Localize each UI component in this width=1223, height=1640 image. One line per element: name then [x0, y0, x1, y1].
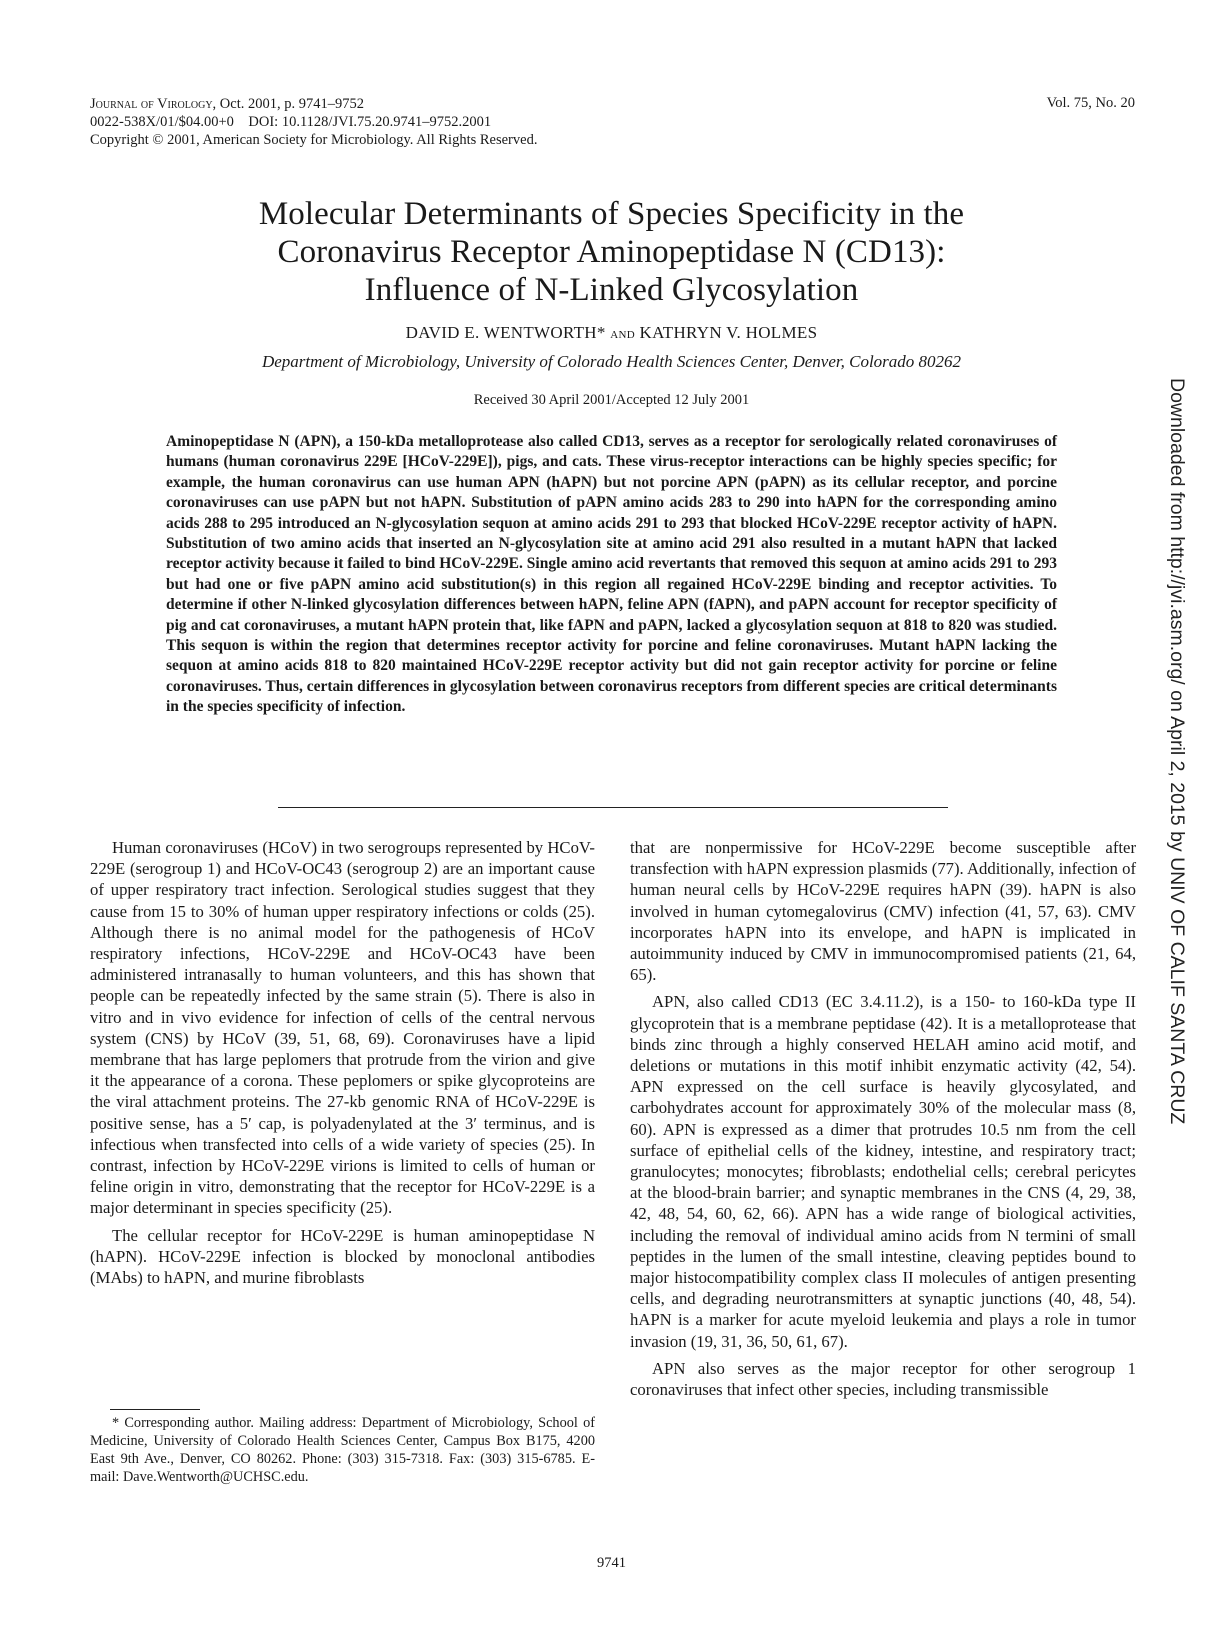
body-column-left [90, 837, 595, 1294]
copyright-line: Copyright © 2001, American Society for Microbiology. All Rights Reserved. [90, 132, 538, 148]
paragraph: Human coronaviruses (HCoV) in two serogroups represented by HCoV-229E (serogroup 1) and HCoV-OC43 (serogroup 2) are an important cause of upper respiratory tract infection. Serological studies suggest that they cause from 15 to 30% of human upper respiratory infections or colds (25). Although there is no animal model for the pathogenesis of HCoV respiratory infections, HCoV-229E and HCoV-OC43 have been administered intranasally to human volunteers, and this has shown that people can be repeatedly infected by the same strain (5). There is also in vitro and in vivo evidence for infection of cells of the central nervous system (CNS) by HCoV (39, 51, 68, 69). Coronaviruses have a lipid membrane that has large peplomers that protrude from the virion and give it the appearance of a corona. These peplomers or spike glycoproteins are the viral attachment proteins. The 27-kb genomic RNA of HCoV-229E is positive sense, has a 5′ cap, is polyadenylated at the 3′ terminus, and is infectious when transfected into cells of a wide variety of species (25). In contrast, infection by HCoV-229E virions is limited to cells of human or feline origin in vitro, demonstrating that the receptor for HCoV-229E is a major determinant in species specificity (25). [90, 838, 595, 1218]
abstract: Aminopeptidase N (APN), a 150-kDa metalloprotease also called CD13, serves as a receptor for serologically related coronaviruses of humans (human coronavirus 229E [HCoV-229E]), pigs, and cats. These virus-receptor interactions can be highly species specific; for example, the human coronavirus can use human APN (hAPN) but not porcine APN (pAPN) as its cellular receptor, and porcine coronaviruses can use pAPN but not hAPN. Substitution of pAPN amino acids 283 to 290 into hAPN for the corresponding amino acids 288 to 295 introduced an N-glycosylation sequon at amino acids 291 to 293 that blocked HCoV-229E receptor activity of hAPN. Substitution of two amino acids that inserted an N-glycosylation site at amino acid 291 also resulted in a mutant hAPN that lacked receptor activity because it failed to bind HCoV-229E. Single amino acid revertants that removed this sequon at amino acids 291 to 293 but had one or five pAPN amino acid substitution(s) in this region all regained HCoV-229E binding and receptor activities. To determine if other N-linked glycosylation differences between hAPN, feline APN (fAPN), and pAPN account for receptor specificity of pig and cat coronaviruses, a mutant hAPN protein that, like fAPN and pAPN, lacked a glycosylation sequon at 818 to 820 was studied. This sequon is within the region that determines receptor activity for porcine and feline coronaviruses. Mutant hAPN lacking the sequon at amino acids 818 to 820 maintained HCoV-229E receptor activity but did not gain receptor activity for porcine or feline coronaviruses. Thus, certain differences in glycosylation between coronavirus receptors from different species are critical determinants in the species specificity of infection. [166, 433, 1057, 716]
author-conjunction: and [610, 326, 635, 342]
corresponding-author-footnote [90, 1414, 595, 1486]
paragraph: The cellular receptor for HCoV-229E is human aminopeptidase N (hAPN). HCoV-229E infection is blocked by monoclonal antibodies (MAbs) to hAPN, and murine fibroblasts [90, 1225, 595, 1288]
paragraph: APN, also called CD13 (EC 3.4.11.2), is a 150- to 160-kDa type II glycoprotein that is a membrane peptidase (42). It is a metalloprotease that binds zinc through a highly conserved HELAH amino acid motif, and deletions or mutations in this motif inhibit enzymatic activity (42, 54). APN expressed on the cell surface is heavily glycosylated, and carbohydrates account for approximately 30% of the molecular mass (8, 60). APN is expressed as a dimer that protrudes 10.5 nm from the cell surface of epithelial cells of the kidney, intestine, and respiratory tract; granulocytes; monocytes; fibroblasts; endothelial cells; cerebral pericytes at the blood-brain barrier; and synaptic membranes in the CNS (4, 29, 38, 42, 48, 54, 60, 62, 66). APN has a wide range of biological activities, including the removal of individual amino acids from N termini of small peptides in the lumen of the small intestine, cleaving peptides bound to major histocompatibility complex class II molecules of antigen presenting cells, and degrading neurotransmitters at synaptic junctions (40, 48, 54). hAPN is a marker for acute myeloid leukemia and plays a role in tumor invasion (19, 31, 36, 50, 61, 67). [630, 992, 1136, 1351]
volume-number: Vol. 75, No. 20 [1046, 95, 1135, 111]
issn-doi: 0022-538X/01/$04.00+0 DOI: 10.1128/JVI.75.20.9741–9752.2001 [90, 114, 492, 130]
footnote-divider [110, 1409, 200, 1410]
journal-citation [90, 95, 537, 113]
paragraph: APN also serves as the major receptor for other serogroup 1 coronaviruses that infect other species, including transmissible [630, 1358, 1136, 1400]
running-header [90, 95, 537, 149]
author-list [130, 323, 1093, 343]
issue-pages: , Oct. 2001, p. 9741–9752 [212, 96, 364, 112]
article-title-line-1: Molecular Determinants of Species Specificity in the [258, 196, 965, 232]
affiliation: Department of Microbiology, University of Colorado Health Sciences Center, Denver, Colorado 80262 [261, 352, 962, 371]
article-title-line-2: Coronavirus Receptor Aminopeptidase N (CD13): [277, 234, 946, 270]
article-title-line-3: Influence of N-Linked Glycosylation [364, 272, 859, 308]
abstract-divider [278, 807, 948, 808]
received-accepted-dates: Received 30 April 2001/Accepted 12 July 2001 [473, 392, 750, 408]
page-number: 9741 [597, 1555, 626, 1571]
body-column-right [630, 837, 1136, 1406]
download-watermark: Downloaded from http://jvi.asm.org/ on April 2, 2015 by UNIV OF CALIF SANTA CRUZ [1166, 378, 1188, 1125]
paragraph: that are nonpermissive for HCoV-229E become susceptible after transfection with hAPN expression plasmids (77). Additionally, infection of human neural cells by HCoV-229E requires hAPN (39). hAPN is also involved in human cytomegalovirus (CMV) infection (41, 57, 63). CMV incorporates hAPN into its envelope, and hAPN is implicated in autoimmunity induced by CMV in immunocompromised patients (21, 64, 65). [630, 838, 1136, 985]
author-wentworth: DAVID E. WENTWORTH* [405, 323, 606, 342]
author-holmes: KATHRYN V. HOLMES [639, 323, 818, 342]
footnote-text: * Corresponding author. Mailing address: Department of Microbiology, School of Medicine, University of Colorado Health Sciences Center, Campus Box B175, 4200 East 9th Ave., Denver, CO 80262. Phone: (303) 315-7318. Fax: (303) 315-6785. E-mail: Dave.Wentworth@UCHSC.edu. [90, 1415, 595, 1485]
journal-name: Journal of Virology [90, 96, 213, 112]
title-block [130, 195, 1093, 409]
